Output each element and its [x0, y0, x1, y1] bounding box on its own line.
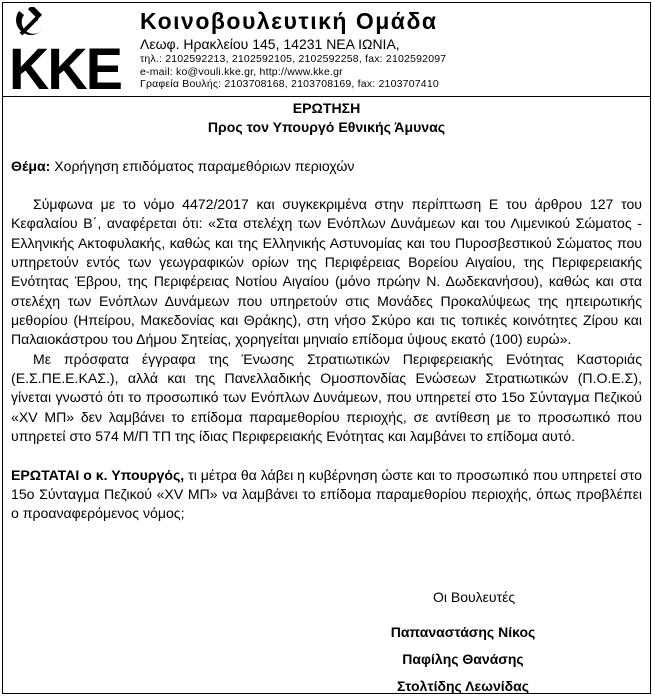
logo-letters: KKE: [9, 37, 122, 91]
signers-title: Οι Βουλευτές: [433, 589, 516, 605]
org-name: Κοινοβουλευτική Ομάδα: [140, 8, 438, 34]
document-frame: [2, 2, 651, 694]
subject-line: [11, 157, 642, 176]
hammer-sickle-icon: [9, 7, 122, 91]
phones: τηλ.: 2102592213, 2102592105, 2102592258, fax: 2102592097: [140, 53, 447, 65]
address: Λεωφ. Ηρακλείου 145, 14231 ΝΕΑ ΙΩΝΙΑ,: [140, 36, 400, 52]
question-paragraph: [11, 466, 642, 524]
question-label: ΕΡΩΤΑΤΑΙ ο κ. Υπουργός,: [11, 466, 185, 483]
letterhead: [3, 3, 650, 97]
paragraph-law: Σύμφωνα με το νόμο 4472/2017 και συγκεκριμένα στην περίπτωση Ε του άρθρου 127 του Κεφαλαίου Β΄, αναφέρεται ότι: «Στα στελέχη των Ενόπλων Δυνάμεων και του Λιμενικού Σώματος - Ελληνικής Ακτοφυλακής, καθώς και της Ελληνικής Αστυνομίας και του Πυροσβεστικού Σώματος που υπηρετούν εντός των γεωγραφικών ορίων της Περιφέρειας Βορείου Αιγαίου, της Περιφερειακής Ενότητας Έβρου, της Περιφέρειας Νοτίου Αιγαίου (μόνο πρώην Ν. Δωδεκανήσου), καθώς και στα στελέχη των Ενόπλων Δυνάμεων που υπηρετούν στις Μονάδες Προκαλύψεως της ηπειρωτικής μεθορίου (Ηπείρου, Μακεδονίας και Θράκης), στη νήσο Σκύρο και τις τοπικές κοινότητες Ζίρου και Παλαιοκάστρου του Δήμου Σητείας, χορηγείται μηνιαίο επίδομα ύψους εκατό (100) ευρώ».: [11, 196, 642, 348]
subject-label: Θέμα:: [11, 157, 51, 174]
parliament-office-phones: Γραφεία Βουλής: 2103708168, 2103708169, fax: 2103707410: [140, 78, 439, 90]
question-text: τι μέτρα θα λάβει η κυβέρνηση ώστε και το προσωπικό που υπηρετεί στο 15ο Σύνταγμα Πεζικού «XV ΜΠ» να λαμβάνει το επίδομα παραμεθορίου περιοχής, όπως προβλέπει ο προαναφερόμενος νόμος;: [11, 466, 642, 522]
signer-name: Παφίλης Θανάσης: [402, 651, 524, 667]
document-body: [11, 99, 642, 524]
signer-name: Παπαναστάσης Νίκος: [390, 624, 536, 640]
paragraph-context: Με πρόσφατα έγγραφα της Ένωσης Στρατιωτικών Περιφερειακής Ενότητας Καστοριάς (Ε.Σ.ΠΕ.Ε.ΚΑΣ.), αλλά και της Πανελλαδικής Ομοσπονδίας Ενώσεων Στρατιωτικών (Π.Ο.Ε.Σ), γίνεται γνωστό ότι το προσωπικό των Ενόπλων Δυνάμεων, που υπηρετεί στο 15ο Σύνταγμα Πεζικού «XV ΜΠ» δεν λαμβάνει το επίδομα παραμεθορίου περιοχής, σε αντίθεση με το προσωπικό που υπηρετεί στο 574 Μ/Π ΤΠ της ίδιας Περιφερειακής Ενότητας και λαμβάνει το επίδομα αυτό.: [11, 350, 642, 445]
subject-text: Χορήγηση επιδόματος παραμεθόριων περιοχών: [50, 157, 355, 174]
letterhead-text: [140, 7, 446, 91]
email-web: e-mail: ko@vouli.kke.gr, http://www.kke.gr: [140, 65, 343, 78]
signer-name: Στολτίδης Λεωνίδας: [396, 678, 530, 694]
document-title: ΕΡΩΤΗΣΗ: [292, 100, 361, 116]
kke-logo: [9, 7, 122, 91]
document-recipient: Προς τον Υπουργό Εθνικής Άμυνας: [207, 119, 446, 136]
